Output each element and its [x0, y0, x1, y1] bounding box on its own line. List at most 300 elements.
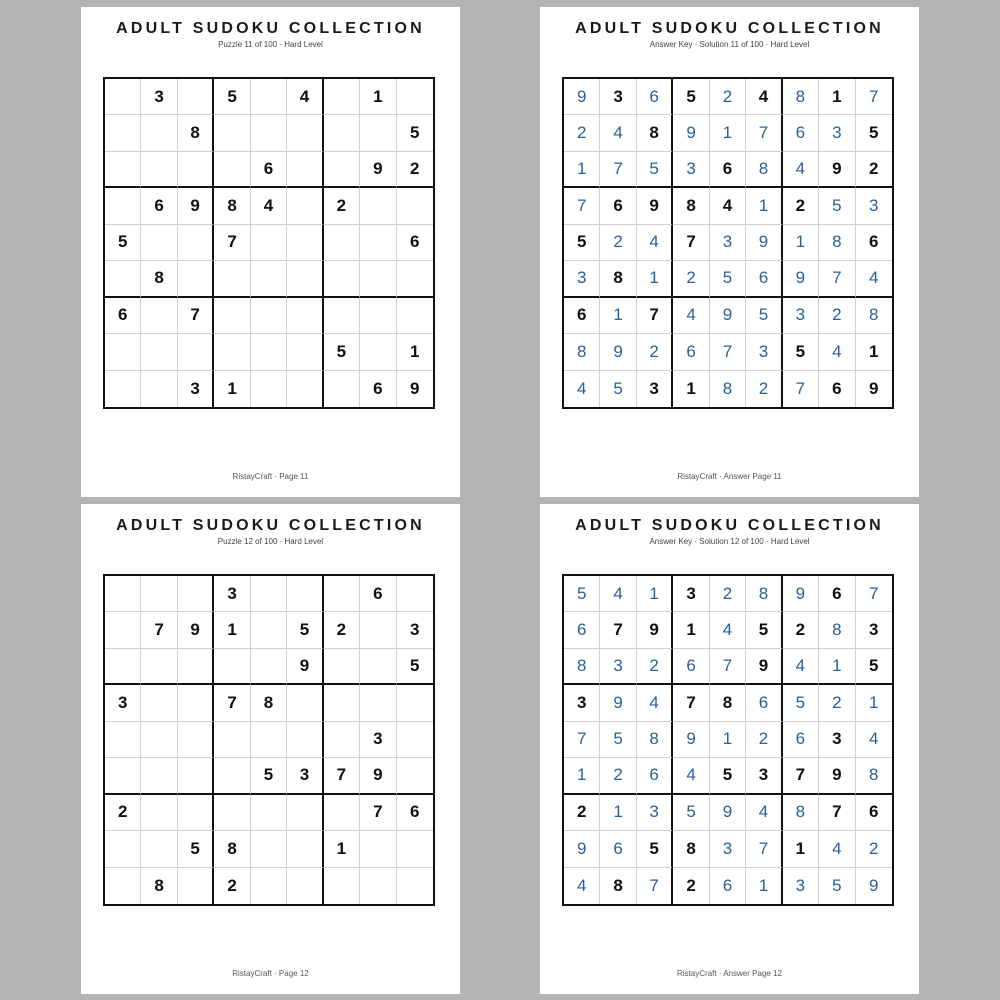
solution-digit: 4: [746, 795, 782, 831]
solution-digit: 9: [600, 334, 636, 370]
given-digit: 2: [214, 868, 250, 904]
solution-digit: 7: [710, 334, 746, 370]
empty-cell: [214, 649, 250, 685]
page-title: ADULT SUDOKU COLLECTION: [116, 20, 425, 37]
solution-digit: 6: [600, 831, 636, 867]
empty-cell: [141, 152, 177, 188]
solution-digit: 5: [819, 188, 855, 224]
empty-cell: [287, 722, 323, 758]
given-digit: 8: [600, 868, 636, 904]
empty-cell: [214, 795, 250, 831]
empty-cell: [251, 722, 287, 758]
solution-digit: 4: [856, 261, 892, 297]
empty-cell: [251, 298, 287, 334]
given-digit: 5: [856, 115, 892, 151]
solution-digit: 3: [746, 334, 782, 370]
solution-digit: 5: [783, 685, 819, 721]
solution-digit: 7: [637, 868, 673, 904]
empty-cell: [251, 612, 287, 648]
given-digit: 9: [178, 612, 214, 648]
solution-digit: 4: [783, 152, 819, 188]
page-title: ADULT SUDOKU COLLECTION: [575, 517, 884, 534]
given-digit: 7: [214, 685, 250, 721]
solution-digit: 1: [710, 115, 746, 151]
solution-digit: 6: [783, 115, 819, 151]
given-digit: 7: [178, 298, 214, 334]
answer-page-11: [540, 7, 919, 497]
solution-digit: 5: [710, 261, 746, 297]
solution-digit: 4: [783, 649, 819, 685]
given-digit: 8: [214, 831, 250, 867]
empty-cell: [141, 334, 177, 370]
solution-digit: 9: [673, 115, 709, 151]
empty-cell: [287, 831, 323, 867]
empty-cell: [324, 115, 360, 151]
empty-cell: [324, 722, 360, 758]
solution-digit: 7: [783, 371, 819, 407]
given-digit: 3: [214, 576, 250, 612]
empty-cell: [178, 649, 214, 685]
solution-digit: 8: [783, 79, 819, 115]
empty-cell: [105, 371, 141, 407]
given-digit: 5: [673, 79, 709, 115]
solution-digit: 4: [637, 685, 673, 721]
answer-page-12: [540, 504, 919, 994]
empty-cell: [360, 188, 396, 224]
given-digit: 2: [783, 188, 819, 224]
solution-digit: 4: [637, 225, 673, 261]
solution-digit: 2: [746, 371, 782, 407]
given-digit: 8: [600, 261, 636, 297]
puzzle-page-12: [81, 504, 460, 994]
given-digit: 2: [783, 612, 819, 648]
empty-cell: [178, 79, 214, 115]
solution-digit: 8: [710, 371, 746, 407]
empty-cell: [251, 831, 287, 867]
solution-digit: 3: [600, 649, 636, 685]
empty-cell: [397, 298, 433, 334]
solution-digit: 6: [637, 79, 673, 115]
solution-digit: 1: [710, 722, 746, 758]
empty-cell: [287, 334, 323, 370]
solution-digit: 2: [673, 261, 709, 297]
empty-cell: [251, 115, 287, 151]
empty-cell: [287, 225, 323, 261]
given-digit: 6: [710, 152, 746, 188]
given-digit: 5: [564, 225, 600, 261]
solution-digit: 4: [819, 334, 855, 370]
solution-digit: 2: [746, 722, 782, 758]
solution-digit: 4: [710, 612, 746, 648]
empty-cell: [141, 685, 177, 721]
solution-digit: 6: [746, 261, 782, 297]
solution-digit: 3: [564, 261, 600, 297]
given-digit: 6: [141, 188, 177, 224]
given-digit: 9: [287, 649, 323, 685]
solution-digit: 5: [600, 371, 636, 407]
solution-digit: 2: [819, 685, 855, 721]
empty-cell: [360, 612, 396, 648]
solution-digit: 2: [710, 79, 746, 115]
solution-digit: 1: [746, 188, 782, 224]
solution-digit: 8: [564, 334, 600, 370]
empty-cell: [251, 261, 287, 297]
empty-cell: [105, 612, 141, 648]
sudoku-solution-grid: [562, 77, 894, 409]
given-digit: 8: [673, 831, 709, 867]
given-digit: 4: [710, 188, 746, 224]
solution-digit: 7: [819, 261, 855, 297]
solution-digit: 6: [673, 649, 709, 685]
given-digit: 6: [360, 576, 396, 612]
given-digit: 2: [564, 795, 600, 831]
given-digit: 9: [637, 188, 673, 224]
empty-cell: [287, 261, 323, 297]
solution-digit: 1: [746, 868, 782, 904]
empty-cell: [251, 795, 287, 831]
empty-cell: [214, 334, 250, 370]
given-digit: 8: [637, 115, 673, 151]
solution-digit: 4: [564, 868, 600, 904]
empty-cell: [178, 722, 214, 758]
empty-cell: [214, 115, 250, 151]
solution-digit: 7: [746, 115, 782, 151]
puzzle-page-11: [81, 7, 460, 497]
empty-cell: [360, 685, 396, 721]
given-digit: 3: [564, 685, 600, 721]
given-digit: 9: [819, 758, 855, 794]
solution-digit: 9: [673, 722, 709, 758]
solution-digit: 6: [637, 758, 673, 794]
solution-digit: 7: [856, 79, 892, 115]
solution-digit: 9: [600, 685, 636, 721]
solution-digit: 1: [637, 261, 673, 297]
given-digit: 5: [178, 831, 214, 867]
empty-cell: [178, 225, 214, 261]
solution-digit: 6: [746, 685, 782, 721]
solution-digit: 9: [783, 576, 819, 612]
solution-digit: 2: [637, 334, 673, 370]
given-digit: 2: [324, 188, 360, 224]
solution-digit: 2: [637, 649, 673, 685]
empty-cell: [397, 188, 433, 224]
given-digit: 9: [360, 152, 396, 188]
solution-digit: 9: [783, 261, 819, 297]
solution-digit: 2: [856, 831, 892, 867]
empty-cell: [178, 758, 214, 794]
page-subtitle: Puzzle 11 of 100 · Hard Level: [218, 40, 323, 49]
given-digit: 6: [251, 152, 287, 188]
empty-cell: [251, 79, 287, 115]
empty-cell: [105, 868, 141, 904]
empty-cell: [397, 868, 433, 904]
solution-digit: 8: [746, 152, 782, 188]
empty-cell: [105, 758, 141, 794]
given-digit: 9: [178, 188, 214, 224]
given-digit: 3: [856, 612, 892, 648]
empty-cell: [397, 576, 433, 612]
given-digit: 5: [105, 225, 141, 261]
given-digit: 3: [600, 79, 636, 115]
solution-digit: 8: [819, 225, 855, 261]
empty-cell: [141, 649, 177, 685]
solution-digit: 3: [710, 831, 746, 867]
empty-cell: [324, 795, 360, 831]
given-digit: 3: [673, 576, 709, 612]
given-digit: 6: [819, 576, 855, 612]
given-digit: 3: [746, 758, 782, 794]
given-digit: 2: [856, 152, 892, 188]
given-digit: 7: [783, 758, 819, 794]
solution-digit: 4: [673, 758, 709, 794]
solution-digit: 2: [564, 115, 600, 151]
given-digit: 5: [783, 334, 819, 370]
empty-cell: [251, 371, 287, 407]
given-digit: 1: [673, 612, 709, 648]
empty-cell: [105, 649, 141, 685]
given-digit: 8: [214, 188, 250, 224]
empty-cell: [251, 334, 287, 370]
given-digit: 1: [397, 334, 433, 370]
page-subtitle: Answer Key · Solution 12 of 100 · Hard Level: [649, 537, 810, 546]
given-digit: 1: [819, 79, 855, 115]
given-digit: 7: [141, 612, 177, 648]
given-digit: 3: [141, 79, 177, 115]
sudoku-solution-grid: [562, 574, 894, 906]
solution-digit: 5: [600, 722, 636, 758]
solution-digit: 5: [819, 868, 855, 904]
empty-cell: [141, 758, 177, 794]
solution-digit: 9: [710, 298, 746, 334]
solution-digit: 4: [856, 722, 892, 758]
empty-cell: [360, 831, 396, 867]
sudoku-grid: [103, 77, 435, 409]
given-digit: 8: [178, 115, 214, 151]
empty-cell: [105, 722, 141, 758]
empty-cell: [141, 795, 177, 831]
given-digit: 7: [214, 225, 250, 261]
empty-cell: [178, 868, 214, 904]
solution-digit: 2: [600, 225, 636, 261]
given-digit: 1: [324, 831, 360, 867]
solution-digit: 5: [564, 576, 600, 612]
given-digit: 1: [214, 371, 250, 407]
empty-cell: [397, 831, 433, 867]
empty-cell: [324, 261, 360, 297]
given-digit: 8: [673, 188, 709, 224]
given-digit: 7: [673, 225, 709, 261]
solution-digit: 1: [600, 298, 636, 334]
empty-cell: [397, 758, 433, 794]
page-title: ADULT SUDOKU COLLECTION: [116, 517, 425, 534]
given-digit: 1: [856, 334, 892, 370]
given-digit: 6: [360, 371, 396, 407]
given-digit: 5: [397, 649, 433, 685]
given-digit: 1: [360, 79, 396, 115]
given-digit: 9: [819, 152, 855, 188]
page-footer: RistayCraft · Page 12: [232, 969, 309, 978]
given-digit: 6: [564, 298, 600, 334]
solution-digit: 7: [600, 152, 636, 188]
solution-digit: 6: [783, 722, 819, 758]
empty-cell: [141, 115, 177, 151]
empty-cell: [287, 115, 323, 151]
given-digit: 5: [856, 649, 892, 685]
given-digit: 3: [819, 722, 855, 758]
given-digit: 3: [397, 612, 433, 648]
given-digit: 8: [251, 685, 287, 721]
page-footer: RistayCraft · Answer Page 12: [677, 969, 782, 978]
given-digit: 2: [105, 795, 141, 831]
solution-digit: 2: [819, 298, 855, 334]
given-digit: 3: [360, 722, 396, 758]
solution-digit: 1: [637, 576, 673, 612]
solution-digit: 3: [710, 225, 746, 261]
empty-cell: [251, 576, 287, 612]
given-digit: 9: [410, 378, 420, 398]
empty-cell: [287, 868, 323, 904]
solution-digit: 1: [783, 225, 819, 261]
page-title: ADULT SUDOKU COLLECTION: [575, 20, 884, 37]
given-digit: 2: [324, 612, 360, 648]
empty-cell: [360, 334, 396, 370]
empty-cell: [287, 576, 323, 612]
empty-cell: [324, 576, 360, 612]
given-digit: 5: [251, 758, 287, 794]
empty-cell: [214, 152, 250, 188]
solution-digit: 7: [564, 722, 600, 758]
solution-digit: 7: [746, 831, 782, 867]
solution-digit: 4: [600, 576, 636, 612]
solution-digit: 7: [564, 188, 600, 224]
empty-cell: [324, 152, 360, 188]
solution-digit: 9: [869, 875, 879, 895]
solution-digit: 8: [819, 612, 855, 648]
given-digit: 6: [600, 188, 636, 224]
given-digit: 6: [397, 795, 433, 831]
given-digit: 1: [214, 612, 250, 648]
empty-cell: [360, 225, 396, 261]
given-digit: 5: [637, 831, 673, 867]
solution-digit: 3: [783, 868, 819, 904]
given-digit: 2: [673, 868, 709, 904]
solution-digit: 3: [783, 298, 819, 334]
given-digit: 5: [746, 612, 782, 648]
solution-digit: 1: [600, 795, 636, 831]
empty-cell: [397, 79, 433, 115]
empty-cell: [251, 649, 287, 685]
solution-digit: 9: [746, 225, 782, 261]
empty-cell: [178, 576, 214, 612]
given-digit: 6: [856, 225, 892, 261]
given-digit: 5: [324, 334, 360, 370]
empty-cell: [178, 152, 214, 188]
given-digit: 8: [141, 261, 177, 297]
empty-cell: [178, 334, 214, 370]
given-digit: 5: [397, 115, 433, 151]
given-digit: 9: [637, 612, 673, 648]
solution-digit: 7: [856, 576, 892, 612]
given-digit: 6: [856, 795, 892, 831]
empty-cell: [324, 868, 360, 904]
empty-cell: [214, 261, 250, 297]
solution-digit: 5: [746, 298, 782, 334]
solution-digit: 2: [600, 758, 636, 794]
given-digit: 1: [783, 831, 819, 867]
given-digit: 7: [324, 758, 360, 794]
empty-cell: [324, 371, 360, 407]
solution-digit: 4: [673, 298, 709, 334]
given-digit: 9: [869, 378, 879, 398]
solution-digit: 8: [856, 758, 892, 794]
given-digit: 2: [397, 152, 433, 188]
given-digit: 1: [673, 371, 709, 407]
empty-cell: [105, 831, 141, 867]
empty-cell: [287, 371, 323, 407]
empty-cell: [287, 795, 323, 831]
empty-cell: [214, 758, 250, 794]
empty-cell: [324, 298, 360, 334]
empty-cell: [105, 188, 141, 224]
empty-cell: [324, 225, 360, 261]
solution-digit: 7: [710, 649, 746, 685]
given-digit: 3: [287, 758, 323, 794]
given-digit: 3: [637, 371, 673, 407]
empty-cell: [287, 188, 323, 224]
page-footer: RistayCraft · Answer Page 11: [677, 472, 782, 481]
given-digit: 5: [287, 612, 323, 648]
given-digit: 7: [360, 795, 396, 831]
given-digit: 7: [819, 795, 855, 831]
given-digit: 4: [251, 188, 287, 224]
sudoku-grid: [103, 574, 435, 906]
empty-cell: [178, 795, 214, 831]
given-digit: 6: [819, 371, 855, 407]
empty-cell: [214, 298, 250, 334]
solution-digit: 6: [673, 334, 709, 370]
given-digit: 3: [178, 371, 214, 407]
empty-cell: [178, 261, 214, 297]
empty-cell: [105, 576, 141, 612]
given-digit: 4: [287, 79, 323, 115]
solution-digit: 6: [710, 868, 746, 904]
solution-digit: 5: [673, 795, 709, 831]
given-digit: 4: [746, 79, 782, 115]
solution-digit: 1: [564, 152, 600, 188]
empty-cell: [105, 115, 141, 151]
given-digit: 3: [105, 685, 141, 721]
solution-digit: 8: [564, 649, 600, 685]
empty-cell: [105, 334, 141, 370]
given-digit: 5: [710, 758, 746, 794]
empty-cell: [141, 722, 177, 758]
solution-digit: 8: [856, 298, 892, 334]
empty-cell: [287, 152, 323, 188]
empty-cell: [251, 225, 287, 261]
empty-cell: [324, 79, 360, 115]
solution-digit: 3: [856, 188, 892, 224]
solution-digit: 8: [783, 795, 819, 831]
solution-digit: 2: [710, 576, 746, 612]
empty-cell: [141, 225, 177, 261]
solution-digit: 1: [564, 758, 600, 794]
empty-cell: [214, 722, 250, 758]
solution-digit: 9: [564, 79, 600, 115]
empty-cell: [251, 868, 287, 904]
solution-digit: 3: [673, 152, 709, 188]
solution-digit: 6: [564, 612, 600, 648]
solution-digit: 1: [856, 685, 892, 721]
